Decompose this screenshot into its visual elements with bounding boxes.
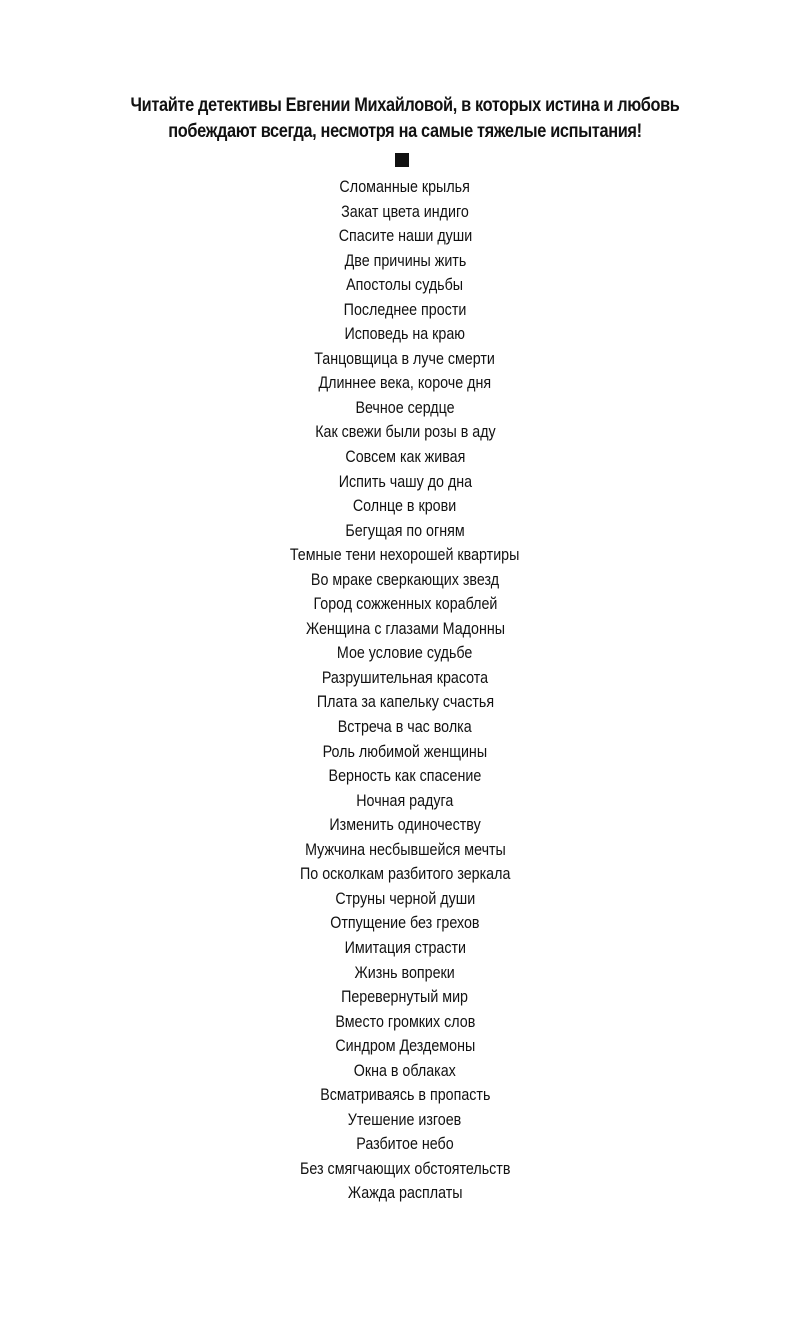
book-title-item <box>0 519 810 544</box>
book-title-text: Темные тени нехорошей квартиры <box>290 545 520 565</box>
book-title-item <box>0 371 810 396</box>
heading-line-2: побеждают всегда, несмотря на самые тяжелые испытания! <box>168 121 642 142</box>
book-title-item <box>0 273 810 298</box>
book-title-item <box>0 641 810 666</box>
heading-line-1: Читайте детективы Евгении Михайловой, в которых истина и любовь <box>130 95 680 116</box>
book-title-item <box>0 445 810 470</box>
book-title-item <box>0 249 810 274</box>
book-title-text: Спасите наши души <box>338 226 472 246</box>
book-title-text: Совсем как живая <box>345 447 465 467</box>
book-title-text: Танцовщица в луче смерти <box>314 348 496 368</box>
book-title-text: Солнце в крови <box>353 496 457 516</box>
book-title-text: Длиннее века, короче дня <box>318 373 492 393</box>
book-title-item <box>0 813 810 838</box>
book-title-text: По осколкам разбитого зеркала <box>299 864 511 884</box>
book-title-text: Две причины жить <box>344 250 466 270</box>
book-title-item <box>0 666 810 691</box>
book-title-item <box>0 1083 810 1108</box>
book-title-item <box>0 298 810 323</box>
book-title-item <box>0 420 810 445</box>
book-title-item <box>0 1010 810 1035</box>
book-title-item <box>0 936 810 961</box>
book-title-item <box>0 396 810 421</box>
book-title-text: Последнее прости <box>343 299 467 319</box>
book-title-item <box>0 175 810 200</box>
book-title-text: Сломанные крылья <box>339 177 471 196</box>
book-title-text: Всматриваясь в пропасть <box>319 1085 491 1105</box>
book-title-text: Синдром Дездемоны <box>335 1036 475 1056</box>
book-title-text: Роль любимой женщины <box>322 741 488 761</box>
book-title-text: Перевернутый мир <box>341 987 469 1007</box>
book-title-item <box>0 494 810 519</box>
book-title-text: Изменить одиночеству <box>329 815 481 835</box>
book-title-item <box>0 764 810 789</box>
book-title-text: Бегущая по огням <box>345 520 465 540</box>
book-title-text: Разрушительная красота <box>321 667 489 687</box>
book-title-text: Закат цвета индиго <box>341 201 469 221</box>
square-bullet-icon <box>395 153 409 167</box>
book-title-item <box>0 690 810 715</box>
book-title-item <box>0 1034 810 1059</box>
book-title-item <box>0 200 810 225</box>
book-title-text: Плата за капельку счастья <box>316 692 494 712</box>
book-title-item <box>0 862 810 887</box>
book-title-text: Вместо громких слов <box>335 1011 475 1031</box>
book-title-item <box>0 1157 810 1182</box>
book-title-text: Окна в облаках <box>353 1060 457 1080</box>
book-title-item <box>0 543 810 568</box>
book-title-text: Верность как спасение <box>328 766 482 786</box>
book-titles-list <box>0 175 810 1206</box>
book-title-item <box>0 838 810 863</box>
book-title-text: Мужчина несбывшейся мечты <box>304 839 506 859</box>
book-title-item <box>0 887 810 912</box>
book-title-item <box>0 1108 810 1133</box>
book-title-item <box>0 789 810 814</box>
book-title-text: Мое условие судьбе <box>337 643 473 663</box>
book-title-text: Струны черной души <box>335 888 475 908</box>
book-title-item <box>0 961 810 986</box>
book-title-item <box>0 911 810 936</box>
book-title-item <box>0 470 810 495</box>
book-title-text: Жизнь вопреки <box>354 962 456 982</box>
book-title-text: Женщина с глазами Мадонны <box>305 618 505 638</box>
book-title-item <box>0 322 810 347</box>
book-title-text: Как свежи были розы в аду <box>314 422 496 442</box>
book-title-text: Исповедь на краю <box>344 324 466 344</box>
book-title-item <box>0 715 810 740</box>
book-title-item <box>0 1181 810 1206</box>
book-title-text: Во мраке сверкающих звезд <box>310 569 500 589</box>
page-heading <box>0 93 810 145</box>
book-title-text: Имитация страсти <box>344 937 466 957</box>
book-title-item <box>0 224 810 249</box>
book-title-text: Город сожженных кораблей <box>313 594 497 614</box>
book-title-text: Ночная радуга <box>356 790 454 810</box>
book-title-item <box>0 1132 810 1157</box>
book-title-item <box>0 740 810 765</box>
book-title-text: Отпущение без грехов <box>330 913 480 933</box>
book-title-item <box>0 592 810 617</box>
book-title-item <box>0 347 810 372</box>
book-title-item <box>0 617 810 642</box>
book-title-text: Без смягчающих обстоятельств <box>299 1158 511 1178</box>
book-title-text: Встреча в час волка <box>338 717 472 737</box>
book-title-text: Разбитое небо <box>356 1134 454 1154</box>
book-title-text: Испить чашу до дна <box>338 471 472 491</box>
book-title-text: Вечное сердце <box>355 397 455 417</box>
book-title-text: Утешение изгоев <box>348 1109 462 1129</box>
book-title-item <box>0 1059 810 1084</box>
book-title-text: Жажда расплаты <box>347 1183 463 1203</box>
book-title-text: Апостолы судьбы <box>346 275 464 295</box>
book-title-item <box>0 985 810 1010</box>
book-title-item <box>0 568 810 593</box>
